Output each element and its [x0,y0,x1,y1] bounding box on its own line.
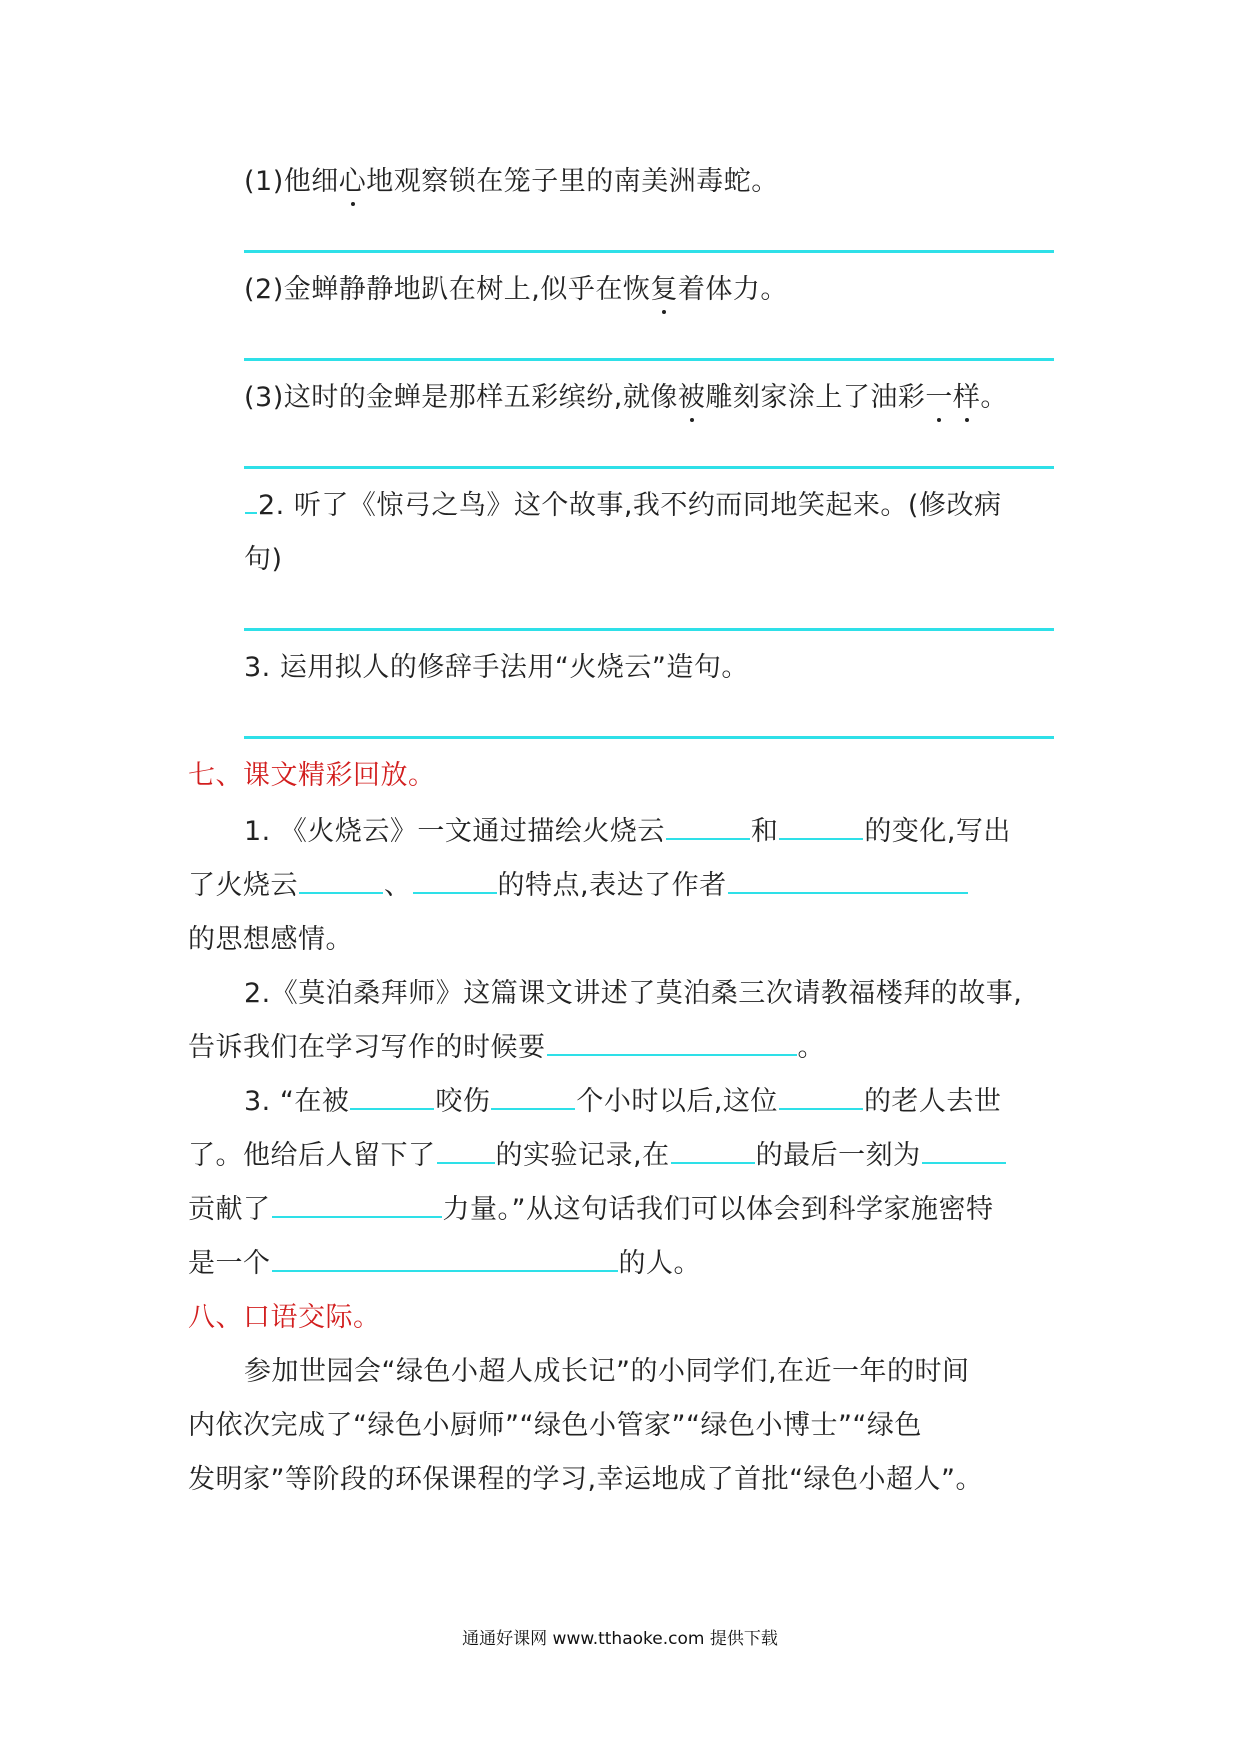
q1-item-3: (3)这时的金蝉是那样五彩缤纷,就像被雕刻家涂上了油彩一样。 [244,378,1008,418]
section-8-heading: 八、口语交际。 [188,1302,381,1333]
answer-blank[interactable] [437,1136,495,1164]
answer-blank[interactable] [547,1028,797,1056]
answer-blank[interactable] [350,1082,434,1110]
s7-p3-line-1: 3. “在被 咬伤 个小时以后,这位 的老人去世 [244,1082,1001,1122]
q1-item-1: (1)他细心地观察锁在笼子里的南美洲毒蛇。 [244,162,779,202]
emphasis-char: 一 [925,378,953,418]
answer-blank[interactable] [272,1244,618,1272]
answer-blank[interactable] [779,1082,863,1110]
answer-blank[interactable] [299,866,383,894]
answer-line[interactable] [244,250,1054,253]
answer-blank[interactable] [671,1136,755,1164]
s7-p1-line-2: 了火烧云 、 的特点,表达了作者 [188,866,969,906]
q3-text: 3. 运用拟人的修辞手法用“火烧云”造句。 [244,652,749,683]
answer-blank[interactable] [728,866,968,894]
s7-p3-line-4: 是一个 的人。 [188,1244,701,1284]
q1-item-2: (2)金蝉静静地趴在树上,似乎在恢复着体力。 [244,270,788,310]
s7-p1-line-3: 的思想感情。 [188,924,353,955]
answer-line[interactable] [244,736,1054,739]
answer-line[interactable] [244,466,1054,469]
s8-line-1: 参加世园会“绿色小超人成长记”的小同学们,在近一年的时间 [244,1356,970,1387]
s8-line-3: 发明家”等阶段的环保课程的学习,幸运地成了首批“绿色小超人”。 [188,1464,984,1495]
answer-blank[interactable] [666,812,750,840]
s7-p3-line-3: 贡献了 力量。”从这句话我们可以体会到科学家施密特 [188,1190,994,1230]
answer-blank[interactable] [272,1190,442,1218]
emphasis-char: 被 [678,378,706,418]
s7-p2-line-2: 告诉我们在学习写作的时候要 。 [188,1028,825,1068]
q2-line-2: 句) [244,544,283,575]
answer-blank[interactable] [245,486,257,514]
s7-p2-line-1: 2.《莫泊桑拜师》这篇课文讲述了莫泊桑三次请教福楼拜的故事, [244,978,1023,1009]
s7-p1-line-1: 1. 《火烧云》一文通过描绘火烧云 和 的变化,写出 [244,812,1011,852]
s7-p3-line-2: 了。他给后人留下了 的实验记录,在 的最后一刻为 [188,1136,1007,1176]
answer-blank[interactable] [779,812,863,840]
emphasis-char: 复 [650,270,678,310]
emphasis-char: 样 [953,378,981,418]
answer-blank[interactable] [491,1082,575,1110]
answer-line[interactable] [244,358,1054,361]
q2-line-1: 2. 听了《惊弓之鸟》这个故事,我不约而同地笑起来。(修改病 [244,486,1001,526]
answer-blank[interactable] [922,1136,1006,1164]
footer-credit: 通通好课网 www.tthaoke.com 提供下载 [462,1629,778,1649]
section-7-heading: 七、课文精彩回放。 [188,760,436,791]
answer-blank[interactable] [413,866,497,894]
emphasis-char: 心 [339,162,367,202]
answer-line[interactable] [244,628,1054,631]
s8-line-2: 内依次完成了“绿色小厨师”“绿色小管家”“绿色小博士”“绿色 [188,1410,922,1441]
